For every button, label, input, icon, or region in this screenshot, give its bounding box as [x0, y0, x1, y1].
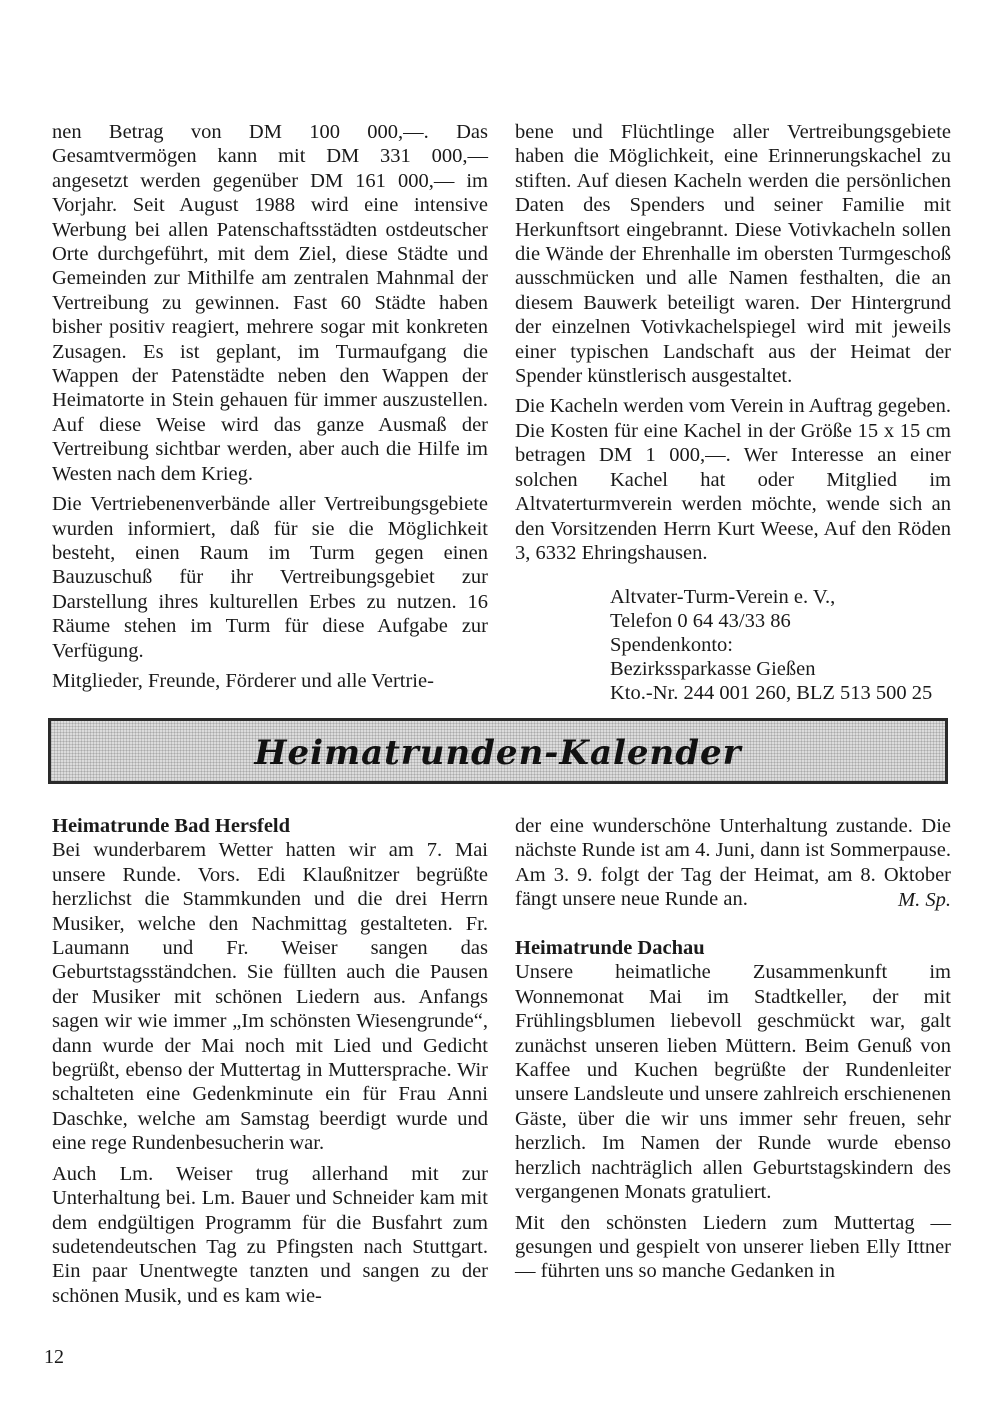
article-heading: Heimatrunde Dachau [515, 937, 705, 960]
section-banner-title: Heimatrunden-Kalender [254, 733, 742, 773]
section-banner [48, 718, 948, 784]
bottom-right-column [515, 814, 951, 1284]
author-signature: M. Sp. [898, 888, 951, 911]
bottom-left-column [52, 814, 488, 1308]
top-right-column [515, 120, 951, 705]
contact-address-block [610, 585, 951, 705]
paragraph: Bei wunderbarem Wetter hatten wir am 7. Mai unsere Runde. Vors. Edi Klaußnitzer begrüßte herzlichst die Stammkunden und die drei Herrn Musiker, welche den Nachmittag gestalteten. Fr. Laumann und Fr. Weiser sangen das Geburtstagsständchen. Sie füllten auch die Pausen der Musiker mit schönen Liedern aus. Anfangs sagen wir wie immer „Im schönsten Wiesengrunde“, dann wurde der Mai noch mit Lied und Gedicht begrüßt, ebenso der Muttertag in Muttersprache. Wir schalteten eine Gedenkminute ein für Frau Anni Daschke, welche am Samstag beerdigt wurde und eine rege Rundenbesucherin war. [52, 839, 488, 1155]
paragraph: Die Kacheln werden vom Verein in Auftrag gegeben. Die Kosten für eine Kachel in der Größe 15 x 15 cm betragen DM 1 000,—. Wer Interesse an einer solchen Kachel hat oder Mitglied im Altvaterturmverein werden möchte, wende sich an den Vorsitzenden Herrn Kurt Weese, Auf den Röden 3, 6332 Ehringshausen. [515, 395, 951, 564]
address-line: Kto.-Nr. 244 001 260, BLZ 513 500 25 [610, 682, 933, 705]
address-line: Telefon 0 64 43/33 86 [610, 610, 791, 633]
address-line: Altvater-Turm-Verein e. V., [610, 586, 836, 609]
paragraph: Mitglieder, Freunde, Förderer und alle Vertrie- [52, 669, 434, 692]
paragraph: Auch Lm. Weiser trug allerhand mit zur Unterhaltung bei. Lm. Bauer und Schneider kam mit dem endgültigen Programm für die Busfahrt zum sudetendeutschen Tag zu Pfingsten nach Stuttgart. Ein paar Unentwegte tanzten und sangen zu der schönen Musik, und es kam wie- [52, 1162, 488, 1307]
paragraph: Die Vertriebenenverbände aller Vertreibungsgebiete wurden informiert, daß für sie die Möglichkeit besteht, einen Raum im Turm gegen einen Bauzuschuß für ihr Vertreibungsgebiet zur Darstellung ihres kulturellen Erbes zu nutzen. 16 Räume stehen im Turm für diese Aufgabe zur Verfügung. [52, 493, 488, 662]
paragraph: Mit den schönsten Liedern zum Muttertag — gesungen und gespielt von unserer lieben Elly Ittner — führten uns so manche Gedanken in [515, 1211, 951, 1283]
paragraph: nen Betrag von DM 100 000,—. Das Gesamtvermögen kann mit DM 331 000,— angesetzt werden gegenüber DM 161 000,— im Vorjahr. Seit August 1988 wird eine intensive Werbung bei allen Patenschaftsstädten ostdeutscher Orte durchgeführt, mit dem Ziel, diese Städte und Gemeinden zur Mithilfe am zentralen Mahnmal der Vertreibung zu gewinnen. Fast 60 Städte haben bisher positiv reagiert, mehrere sogar mit konkreten Zusagen. Es ist geplant, im Turmaufgang die Wappen der Patenstädte neben den Wappen der Heimatorte in Stein gehauen für immer auszustellen. Auf diese Weise wird das ganze Ausmaß der Vertreibung sichtbar werden, aber auch die Hilfe im Westen nach dem Krieg. [52, 121, 488, 485]
address-line: Spendenkonto: [610, 634, 733, 657]
paragraph: bene und Flüchtlinge aller Vertreibungsgebiete haben die Möglichkeit, eine Erinnerungskachel zu stiften. Auf diesen Kacheln werden die persönlichen Daten des Spenders und seiner Familie mit Herkunftsort eingebrannt. Diese Votivkacheln sollen die Wände der Ehrenhalle im obersten Turmgeschoß ausschmücken und alle Namen festhalten, die an diesem Bauwerk beteiligt waren. Der Hintergrund der einzelnen Votivkachelspiegel wird mit jeweils einer typischen Landschaft aus der Heimat der Spender künstlerisch ausgestaltet. [515, 121, 951, 388]
address-line: Bezirkssparkasse Gießen [610, 658, 816, 681]
paragraph: Unsere heimatliche Zusammenkunft im Wonnemonat Mai im Stadtkeller, der mit Frühlingsblumen liebevoll geschmückt war, galt zunächst unseren lieben Müttern. Beim Genuß von Kaffee und Kuchen begrüßte der Rundenleiter unsere Landsleute und unsere zahlreich erschienenen Gäste, über die wir uns immer sehr freuen, sehr herzlich. Im Namen der Runde wurde ebenso herzlich nachträglich allen Geburtstagskindern des vergangenen Monats gratuliert. [515, 961, 951, 1204]
top-left-column [52, 120, 488, 693]
paragraph: der eine wunderschöne Unterhaltung zustande. Die nächste Runde ist am 4. Juni, dann ist Sommerpause. Am 3. 9. folgt der Tag der Heimat, am 8. Oktober fängt unsere neue Runde an. [515, 815, 951, 911]
page-number: 12 [44, 1346, 64, 1368]
article-heading: Heimatrunde Bad Hersfeld [52, 815, 291, 837]
